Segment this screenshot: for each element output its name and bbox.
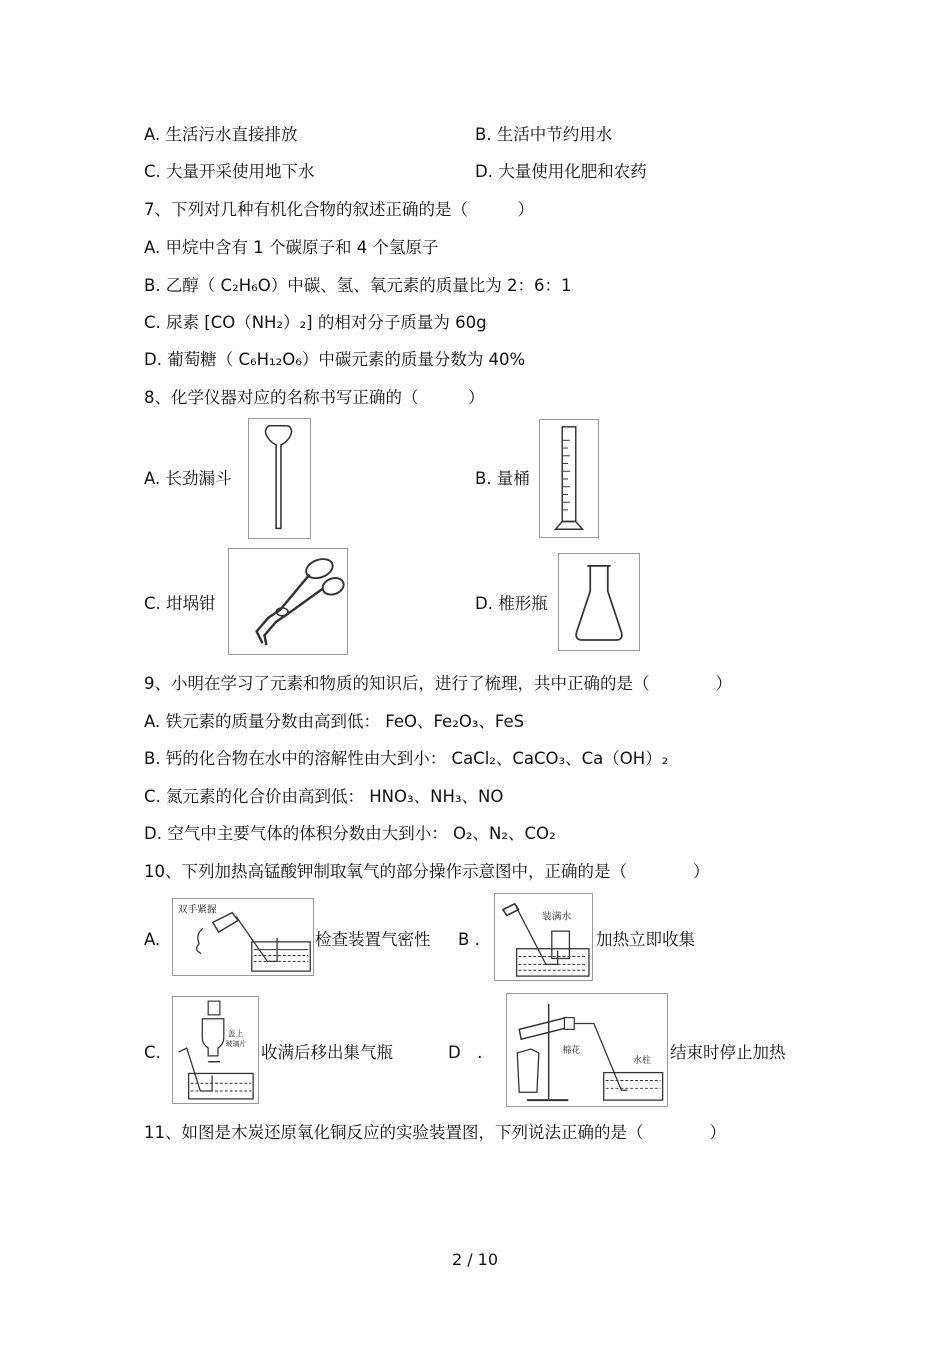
fig-c-label-1: 盖上	[227, 1029, 244, 1039]
q10-option-b-text: 加热立即收集	[596, 930, 695, 949]
fig-d-label-2: 水柱	[633, 1055, 651, 1066]
apparatus-d-icon	[507, 994, 667, 1106]
q9-stem: 9、小明在学习了元素和物质的知识后，进行了梳理，共中正确的是（ ）	[144, 674, 732, 693]
q9-option-d: D. 空气中主要气体的体积分数由大到小： O₂、N₂、CO₂	[144, 824, 556, 843]
apparatus-b-icon	[495, 894, 592, 980]
q7-option-b: B. 乙醇（ C₂H₆O）中碳、氢、氧元素的质量比为 2：6：1	[144, 276, 572, 295]
q10-option-a-letter: A.	[144, 930, 161, 949]
q10-option-c-letter: C.	[144, 1043, 161, 1062]
q8-option-d: D. 椎形瓶	[475, 594, 548, 613]
long-neck-funnel-figure	[248, 418, 311, 539]
q10-option-b-letter: B .	[458, 930, 480, 949]
crucible-tongs-figure	[228, 548, 348, 655]
q9-option-c: C. 氮元素的化合价由高到低： HNO₃、NH₃、NO	[144, 787, 504, 806]
apparatus-a-icon	[173, 899, 313, 975]
funnel-icon	[249, 419, 310, 538]
q6-option-d: D. 大量使用化肥和农药	[475, 162, 647, 181]
q7-option-c: C. 尿素 [CO（NH₂）₂] 的相对分子质量为 60g	[144, 313, 487, 332]
stop-heating-figure	[506, 993, 668, 1107]
conical-flask-figure	[558, 553, 640, 651]
q10-option-d-text: 结束时停止加热	[670, 1043, 786, 1062]
q7-option-d: D. 葡萄糖（ C₆H₁₂O₆）中碳元素的质量分数为 40%	[144, 350, 526, 369]
cylinder-icon	[540, 420, 598, 537]
q9-option-a: A. 铁元素的质量分数由高到低： FeO、Fe₂O₃、FeS	[144, 712, 525, 731]
fig-c-label-2: 玻璃片	[225, 1040, 247, 1049]
q10-option-d-letter: D .	[448, 1043, 483, 1062]
graduated-cylinder-figure	[539, 419, 599, 538]
q8-stem: 8、化学仪器对应的名称书写正确的（ ）	[144, 388, 485, 407]
page-number: 2 / 10	[451, 1250, 499, 1269]
fig-a-label: 双手紧握	[177, 904, 217, 916]
q6-option-b: B. 生活中节约用水	[475, 125, 613, 144]
q11-stem: 11、如图是木炭还原氧化铜反应的实验装置图，下列说法正确的是（ ）	[144, 1123, 726, 1142]
q9-option-b: B. 钙的化合物在水中的溶解性由大到小： CaCl₂、CaCO₃、Ca（OH）₂	[144, 749, 669, 768]
remove-bottle-figure	[172, 996, 259, 1104]
airtightness-check-figure	[172, 898, 314, 976]
q10-option-a-text: 检查装置气密性	[315, 930, 431, 949]
q10-option-c-text: 收满后移出集气瓶	[261, 1043, 393, 1062]
apparatus-c-icon	[173, 997, 258, 1103]
q8-option-c: C. 坩埚钳	[144, 594, 216, 613]
collect-immediately-figure	[494, 893, 593, 981]
q7-option-a: A. 甲烷中含有 1 个碳原子和 4 个氢原子	[144, 238, 439, 257]
q8-option-b: B. 量桶	[475, 469, 530, 488]
q6-option-c: C. 大量开采使用地下水	[144, 162, 315, 181]
q10-stem: 10、下列加热高锰酸钾制取氧气的部分操作示意图中，正确的是（ ）	[144, 862, 710, 881]
flask-icon	[559, 554, 639, 650]
q6-option-a: A. 生活污水直接排放	[144, 125, 298, 144]
q7-stem: 7、下列对几种有机化合物的叙述正确的是（ ）	[144, 200, 534, 219]
fig-d-label-1: 棉花	[562, 1045, 581, 1056]
tongs-icon	[229, 549, 347, 654]
fig-b-label: 装满水	[542, 911, 572, 923]
q8-option-a: A. 长劲漏斗	[144, 469, 232, 488]
